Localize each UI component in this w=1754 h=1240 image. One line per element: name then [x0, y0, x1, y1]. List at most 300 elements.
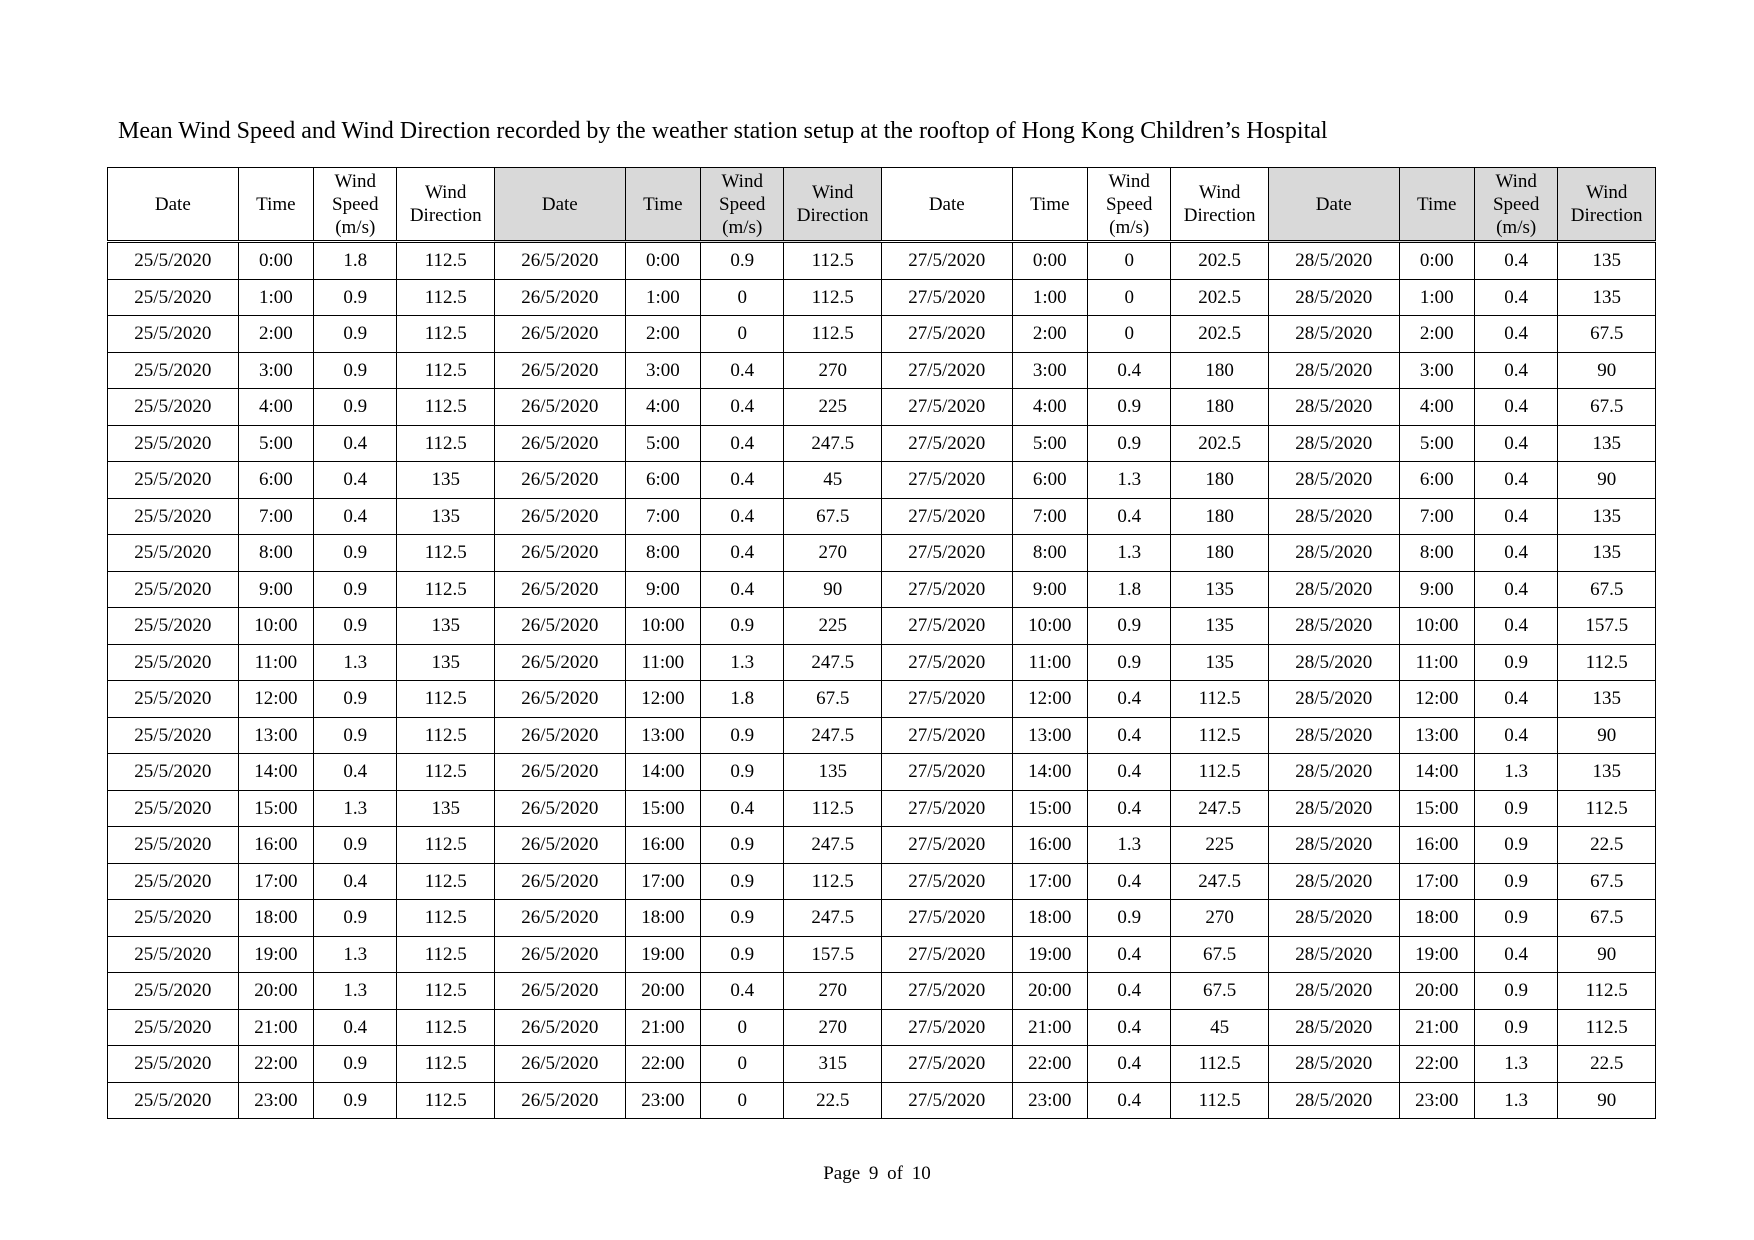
wind-direction-cell: 112.5: [397, 973, 495, 1010]
wind-speed-cell: 0.9: [1474, 863, 1557, 900]
time-cell: 23:00: [1012, 1082, 1087, 1119]
time-cell: 21:00: [1012, 1009, 1087, 1046]
time-cell: 6:00: [1012, 462, 1087, 499]
time-cell: 21:00: [625, 1009, 700, 1046]
date-cell: 26/5/2020: [494, 1009, 625, 1046]
wind-direction-cell: 247.5: [1171, 790, 1269, 827]
wind-speed-cell: 0.9: [314, 900, 397, 937]
time-cell: 13:00: [1012, 717, 1087, 754]
date-cell: 27/5/2020: [881, 498, 1012, 535]
time-cell: 6:00: [1399, 462, 1474, 499]
table-row: [108, 644, 1656, 681]
time-cell: 12:00: [1399, 681, 1474, 718]
wind-speed-cell: 0.4: [701, 389, 784, 426]
wind-speed-cell: 0: [1087, 316, 1170, 353]
time-cell: 13:00: [1399, 717, 1474, 754]
wind-direction-cell: 22.5: [1558, 827, 1656, 864]
wind-speed-cell: 0.9: [1474, 790, 1557, 827]
time-cell: 6:00: [625, 462, 700, 499]
time-cell: 10:00: [625, 608, 700, 645]
wind-speed-cell: 0.9: [314, 717, 397, 754]
wind-direction-cell: 202.5: [1171, 279, 1269, 316]
wind-direction-cell: 112.5: [397, 1046, 495, 1083]
table-row: [108, 316, 1656, 353]
header-date: Date: [1268, 168, 1399, 242]
wind-speed-cell: 0.4: [1087, 790, 1170, 827]
date-cell: 27/5/2020: [881, 900, 1012, 937]
time-cell: 19:00: [238, 936, 313, 973]
wind-speed-cell: 1.8: [1087, 571, 1170, 608]
wind-direction-cell: 67.5: [1171, 973, 1269, 1010]
wind-direction-cell: 90: [1558, 936, 1656, 973]
time-cell: 12:00: [625, 681, 700, 718]
wind-direction-cell: 112.5: [1171, 717, 1269, 754]
time-cell: 23:00: [1399, 1082, 1474, 1119]
table-row: [108, 279, 1656, 316]
wind-speed-cell: 1.3: [1474, 1046, 1557, 1083]
time-cell: 14:00: [1012, 754, 1087, 791]
time-cell: 14:00: [1399, 754, 1474, 791]
wind-speed-cell: 0.9: [1474, 973, 1557, 1010]
time-cell: 18:00: [1399, 900, 1474, 937]
header-time: Time: [238, 168, 313, 242]
wind-direction-cell: 67.5: [1171, 936, 1269, 973]
table-body: [108, 242, 1656, 1119]
time-cell: 15:00: [625, 790, 700, 827]
date-cell: 25/5/2020: [108, 462, 239, 499]
wind-direction-cell: 135: [1558, 279, 1656, 316]
time-cell: 0:00: [238, 242, 313, 280]
time-cell: 17:00: [1012, 863, 1087, 900]
time-cell: 16:00: [1012, 827, 1087, 864]
wind-speed-cell: 0.9: [1087, 425, 1170, 462]
table-row: [108, 1046, 1656, 1083]
time-cell: 10:00: [238, 608, 313, 645]
date-cell: 25/5/2020: [108, 608, 239, 645]
wind-speed-cell: 1.3: [701, 644, 784, 681]
date-cell: 28/5/2020: [1268, 900, 1399, 937]
date-cell: 27/5/2020: [881, 279, 1012, 316]
wind-speed-cell: 0.9: [701, 936, 784, 973]
wind-direction-cell: 112.5: [397, 352, 495, 389]
header-wind-speed: Wind Speed (m/s): [314, 168, 397, 242]
header-wind-direction: Wind Direction: [397, 168, 495, 242]
date-cell: 26/5/2020: [494, 863, 625, 900]
date-cell: 28/5/2020: [1268, 535, 1399, 572]
table-row: [108, 425, 1656, 462]
time-cell: 20:00: [625, 973, 700, 1010]
date-cell: 26/5/2020: [494, 242, 625, 280]
table-row: [108, 352, 1656, 389]
date-cell: 27/5/2020: [881, 681, 1012, 718]
time-cell: 23:00: [238, 1082, 313, 1119]
page-number: Page 9 of 10: [823, 1163, 931, 1184]
time-cell: 12:00: [1012, 681, 1087, 718]
wind-speed-cell: 0.4: [1474, 316, 1557, 353]
wind-direction-cell: 135: [397, 644, 495, 681]
table-row: [108, 462, 1656, 499]
date-cell: 27/5/2020: [881, 571, 1012, 608]
wind-direction-cell: 135: [397, 498, 495, 535]
time-cell: 9:00: [1012, 571, 1087, 608]
wind-speed-cell: 0.9: [1087, 389, 1170, 426]
wind-speed-cell: 0.9: [701, 608, 784, 645]
wind-speed-cell: 0.4: [314, 1009, 397, 1046]
date-cell: 26/5/2020: [494, 352, 625, 389]
wind-speed-cell: 0.4: [1087, 352, 1170, 389]
header-time: Time: [625, 168, 700, 242]
wind-speed-cell: 0.4: [314, 425, 397, 462]
wind-speed-cell: 0.4: [1474, 681, 1557, 718]
date-cell: 28/5/2020: [1268, 608, 1399, 645]
wind-speed-cell: 0.9: [701, 900, 784, 937]
wind-speed-cell: 0.4: [1474, 462, 1557, 499]
table-row: [108, 900, 1656, 937]
time-cell: 4:00: [1399, 389, 1474, 426]
wind-direction-cell: 90: [1558, 717, 1656, 754]
wind-direction-cell: 270: [784, 1009, 882, 1046]
time-cell: 12:00: [238, 681, 313, 718]
wind-direction-cell: 270: [784, 973, 882, 1010]
date-cell: 28/5/2020: [1268, 754, 1399, 791]
date-cell: 27/5/2020: [881, 462, 1012, 499]
date-cell: 26/5/2020: [494, 681, 625, 718]
time-cell: 15:00: [238, 790, 313, 827]
time-cell: 10:00: [1012, 608, 1087, 645]
header-wind-speed: Wind Speed (m/s): [1474, 168, 1557, 242]
time-cell: 11:00: [625, 644, 700, 681]
wind-direction-cell: 112.5: [1558, 1009, 1656, 1046]
wind-direction-cell: 247.5: [784, 425, 882, 462]
wind-speed-cell: 0.4: [1474, 352, 1557, 389]
wind-speed-cell: 0: [701, 316, 784, 353]
time-cell: 1:00: [625, 279, 700, 316]
wind-direction-cell: 270: [784, 352, 882, 389]
wind-direction-cell: 112.5: [397, 425, 495, 462]
date-cell: 27/5/2020: [881, 389, 1012, 426]
wind-direction-cell: 225: [784, 608, 882, 645]
time-cell: 7:00: [625, 498, 700, 535]
time-cell: 2:00: [625, 316, 700, 353]
date-cell: 28/5/2020: [1268, 352, 1399, 389]
wind-speed-cell: 0.4: [1087, 1082, 1170, 1119]
wind-direction-cell: 112.5: [1171, 1046, 1269, 1083]
table-row: [108, 790, 1656, 827]
wind-direction-cell: 112.5: [1171, 681, 1269, 718]
date-cell: 26/5/2020: [494, 900, 625, 937]
wind-direction-cell: 112.5: [1558, 644, 1656, 681]
table-row: [108, 389, 1656, 426]
wind-direction-cell: 67.5: [1558, 389, 1656, 426]
time-cell: 19:00: [1399, 936, 1474, 973]
date-cell: 28/5/2020: [1268, 498, 1399, 535]
time-cell: 3:00: [1399, 352, 1474, 389]
date-cell: 26/5/2020: [494, 644, 625, 681]
wind-speed-cell: 0.4: [1087, 973, 1170, 1010]
date-cell: 27/5/2020: [881, 827, 1012, 864]
wind-direction-cell: 112.5: [784, 863, 882, 900]
time-cell: 22:00: [1399, 1046, 1474, 1083]
wind-speed-cell: 0: [701, 1046, 784, 1083]
time-cell: 0:00: [625, 242, 700, 280]
wind-direction-cell: 135: [1558, 242, 1656, 280]
wind-speed-cell: 0.4: [701, 790, 784, 827]
wind-speed-cell: 1.3: [1087, 535, 1170, 572]
wind-speed-cell: 0.4: [314, 863, 397, 900]
wind-speed-cell: 1.8: [701, 681, 784, 718]
wind-speed-cell: 0.4: [1474, 242, 1557, 280]
wind-direction-cell: 112.5: [397, 863, 495, 900]
time-cell: 17:00: [625, 863, 700, 900]
date-cell: 28/5/2020: [1268, 316, 1399, 353]
wind-direction-cell: 135: [397, 462, 495, 499]
date-cell: 27/5/2020: [881, 790, 1012, 827]
wind-speed-cell: 0.9: [314, 535, 397, 572]
time-cell: 23:00: [625, 1082, 700, 1119]
time-cell: 2:00: [1399, 316, 1474, 353]
date-cell: 28/5/2020: [1268, 827, 1399, 864]
wind-speed-cell: 0.4: [1474, 717, 1557, 754]
time-cell: 5:00: [625, 425, 700, 462]
wind-speed-cell: 0.4: [1474, 389, 1557, 426]
date-cell: 26/5/2020: [494, 316, 625, 353]
wind-speed-cell: 0.4: [314, 754, 397, 791]
wind-speed-cell: 0: [701, 1009, 784, 1046]
date-cell: 26/5/2020: [494, 608, 625, 645]
date-cell: 25/5/2020: [108, 863, 239, 900]
time-cell: 16:00: [238, 827, 313, 864]
wind-direction-cell: 67.5: [1558, 571, 1656, 608]
time-cell: 17:00: [238, 863, 313, 900]
table-row: [108, 827, 1656, 864]
date-cell: 27/5/2020: [881, 754, 1012, 791]
wind-speed-cell: 1.3: [314, 973, 397, 1010]
date-cell: 26/5/2020: [494, 279, 625, 316]
table-row: [108, 1082, 1656, 1119]
date-cell: 26/5/2020: [494, 571, 625, 608]
date-cell: 27/5/2020: [881, 535, 1012, 572]
wind-speed-cell: 0.9: [1087, 644, 1170, 681]
wind-direction-cell: 247.5: [1171, 863, 1269, 900]
date-cell: 26/5/2020: [494, 936, 625, 973]
date-cell: 25/5/2020: [108, 790, 239, 827]
wind-speed-cell: 0.4: [701, 973, 784, 1010]
date-cell: 28/5/2020: [1268, 279, 1399, 316]
wind-direction-cell: 112.5: [397, 827, 495, 864]
wind-speed-cell: 0.4: [1087, 754, 1170, 791]
wind-speed-cell: 0.9: [1087, 900, 1170, 937]
date-cell: 27/5/2020: [881, 1082, 1012, 1119]
wind-speed-cell: 0.9: [701, 863, 784, 900]
wind-speed-cell: 0.4: [1087, 681, 1170, 718]
wind-speed-cell: 1.3: [1087, 827, 1170, 864]
date-cell: 26/5/2020: [494, 389, 625, 426]
time-cell: 9:00: [238, 571, 313, 608]
time-cell: 20:00: [238, 973, 313, 1010]
wind-speed-cell: 0.4: [1474, 936, 1557, 973]
date-cell: 28/5/2020: [1268, 242, 1399, 280]
table-row: [108, 754, 1656, 791]
date-cell: 28/5/2020: [1268, 571, 1399, 608]
wind-data-table: [107, 167, 1656, 1119]
date-cell: 28/5/2020: [1268, 389, 1399, 426]
wind-speed-cell: 0.4: [1087, 717, 1170, 754]
time-cell: 8:00: [1399, 535, 1474, 572]
header-wind-direction: Wind Direction: [1171, 168, 1269, 242]
table-row: [108, 571, 1656, 608]
date-cell: 25/5/2020: [108, 535, 239, 572]
wind-direction-cell: 247.5: [784, 644, 882, 681]
wind-speed-cell: 0.4: [1474, 498, 1557, 535]
time-cell: 0:00: [1012, 242, 1087, 280]
time-cell: 18:00: [238, 900, 313, 937]
wind-direction-cell: 157.5: [1558, 608, 1656, 645]
wind-direction-cell: 90: [1558, 352, 1656, 389]
date-cell: 27/5/2020: [881, 1046, 1012, 1083]
wind-speed-cell: 0.9: [1474, 644, 1557, 681]
header-wind-speed: Wind Speed (m/s): [701, 168, 784, 242]
wind-speed-cell: 0.9: [701, 754, 784, 791]
wind-speed-cell: 0.9: [314, 389, 397, 426]
time-cell: 10:00: [1399, 608, 1474, 645]
wind-direction-cell: 112.5: [397, 1009, 495, 1046]
page-title: Mean Wind Speed and Wind Direction recorded by the weather station setup at the rooftop of Hong Kong Children’s Hospital: [118, 118, 1328, 144]
wind-direction-cell: 112.5: [397, 571, 495, 608]
wind-direction-cell: 90: [1558, 462, 1656, 499]
time-cell: 6:00: [238, 462, 313, 499]
wind-speed-cell: 0.4: [1087, 936, 1170, 973]
wind-direction-cell: 112.5: [397, 754, 495, 791]
wind-direction-cell: 135: [784, 754, 882, 791]
time-cell: 7:00: [238, 498, 313, 535]
wind-direction-cell: 112.5: [397, 316, 495, 353]
date-cell: 28/5/2020: [1268, 462, 1399, 499]
table-row: [108, 608, 1656, 645]
date-cell: 28/5/2020: [1268, 790, 1399, 827]
time-cell: 14:00: [625, 754, 700, 791]
date-cell: 25/5/2020: [108, 425, 239, 462]
wind-speed-cell: 0.4: [314, 462, 397, 499]
date-cell: 25/5/2020: [108, 754, 239, 791]
header-wind-speed: Wind Speed (m/s): [1087, 168, 1170, 242]
wind-speed-cell: 0.9: [314, 352, 397, 389]
date-cell: 27/5/2020: [881, 973, 1012, 1010]
wind-speed-cell: 0.9: [1474, 1009, 1557, 1046]
wind-direction-cell: 112.5: [784, 316, 882, 353]
date-cell: 27/5/2020: [881, 644, 1012, 681]
wind-speed-cell: 0: [701, 279, 784, 316]
time-cell: 20:00: [1399, 973, 1474, 1010]
date-cell: 25/5/2020: [108, 279, 239, 316]
wind-speed-cell: 0.4: [701, 535, 784, 572]
time-cell: 2:00: [238, 316, 313, 353]
header-wind-direction: Wind Direction: [1558, 168, 1656, 242]
date-cell: 27/5/2020: [881, 425, 1012, 462]
wind-direction-cell: 135: [397, 790, 495, 827]
wind-speed-cell: 0.4: [1474, 425, 1557, 462]
wind-speed-cell: 0.4: [1474, 608, 1557, 645]
wind-direction-cell: 135: [1171, 608, 1269, 645]
time-cell: 16:00: [1399, 827, 1474, 864]
date-cell: 25/5/2020: [108, 242, 239, 280]
time-cell: 18:00: [625, 900, 700, 937]
time-cell: 9:00: [625, 571, 700, 608]
wind-direction-cell: 112.5: [397, 389, 495, 426]
date-cell: 27/5/2020: [881, 316, 1012, 353]
wind-speed-cell: 0.4: [1474, 279, 1557, 316]
table-row: [108, 1009, 1656, 1046]
time-cell: 21:00: [1399, 1009, 1474, 1046]
time-cell: 1:00: [238, 279, 313, 316]
time-cell: 20:00: [1012, 973, 1087, 1010]
date-cell: 25/5/2020: [108, 1082, 239, 1119]
wind-direction-cell: 270: [1171, 900, 1269, 937]
time-cell: 18:00: [1012, 900, 1087, 937]
wind-direction-cell: 157.5: [784, 936, 882, 973]
wind-direction-cell: 247.5: [784, 827, 882, 864]
table-row: [108, 535, 1656, 572]
wind-speed-cell: 0.9: [314, 827, 397, 864]
wind-direction-cell: 135: [1558, 754, 1656, 791]
wind-speed-cell: 0.4: [314, 498, 397, 535]
date-cell: 25/5/2020: [108, 717, 239, 754]
time-cell: 11:00: [1012, 644, 1087, 681]
time-cell: 17:00: [1399, 863, 1474, 900]
time-cell: 16:00: [625, 827, 700, 864]
date-cell: 26/5/2020: [494, 790, 625, 827]
wind-direction-cell: 112.5: [784, 790, 882, 827]
time-cell: 8:00: [625, 535, 700, 572]
time-cell: 19:00: [625, 936, 700, 973]
time-cell: 3:00: [1012, 352, 1087, 389]
wind-direction-cell: 270: [784, 535, 882, 572]
time-cell: 8:00: [238, 535, 313, 572]
wind-speed-cell: 0.4: [1087, 1009, 1170, 1046]
wind-direction-cell: 90: [1558, 1082, 1656, 1119]
wind-speed-cell: 0.4: [701, 571, 784, 608]
wind-direction-cell: 135: [397, 608, 495, 645]
date-cell: 25/5/2020: [108, 827, 239, 864]
wind-speed-cell: 1.3: [1474, 1082, 1557, 1119]
wind-speed-cell: 0.4: [1474, 535, 1557, 572]
wind-direction-cell: 202.5: [1171, 425, 1269, 462]
date-cell: 25/5/2020: [108, 389, 239, 426]
date-cell: 28/5/2020: [1268, 1046, 1399, 1083]
wind-speed-cell: 0.9: [1087, 608, 1170, 645]
wind-direction-cell: 135: [1558, 425, 1656, 462]
date-cell: 25/5/2020: [108, 900, 239, 937]
table-row: [108, 973, 1656, 1010]
wind-direction-cell: 112.5: [397, 681, 495, 718]
wind-direction-cell: 112.5: [397, 900, 495, 937]
date-cell: 27/5/2020: [881, 242, 1012, 280]
wind-speed-cell: 0.4: [701, 425, 784, 462]
date-cell: 27/5/2020: [881, 717, 1012, 754]
time-cell: 19:00: [1012, 936, 1087, 973]
wind-direction-cell: 22.5: [1558, 1046, 1656, 1083]
wind-speed-cell: 0.4: [701, 462, 784, 499]
wind-direction-cell: 315: [784, 1046, 882, 1083]
date-cell: 28/5/2020: [1268, 717, 1399, 754]
wind-direction-cell: 45: [1171, 1009, 1269, 1046]
wind-speed-cell: 0: [1087, 242, 1170, 280]
date-cell: 25/5/2020: [108, 644, 239, 681]
wind-speed-cell: 0.9: [314, 681, 397, 718]
date-cell: 26/5/2020: [494, 754, 625, 791]
wind-direction-cell: 67.5: [784, 681, 882, 718]
date-cell: 26/5/2020: [494, 827, 625, 864]
wind-direction-cell: 22.5: [784, 1082, 882, 1119]
